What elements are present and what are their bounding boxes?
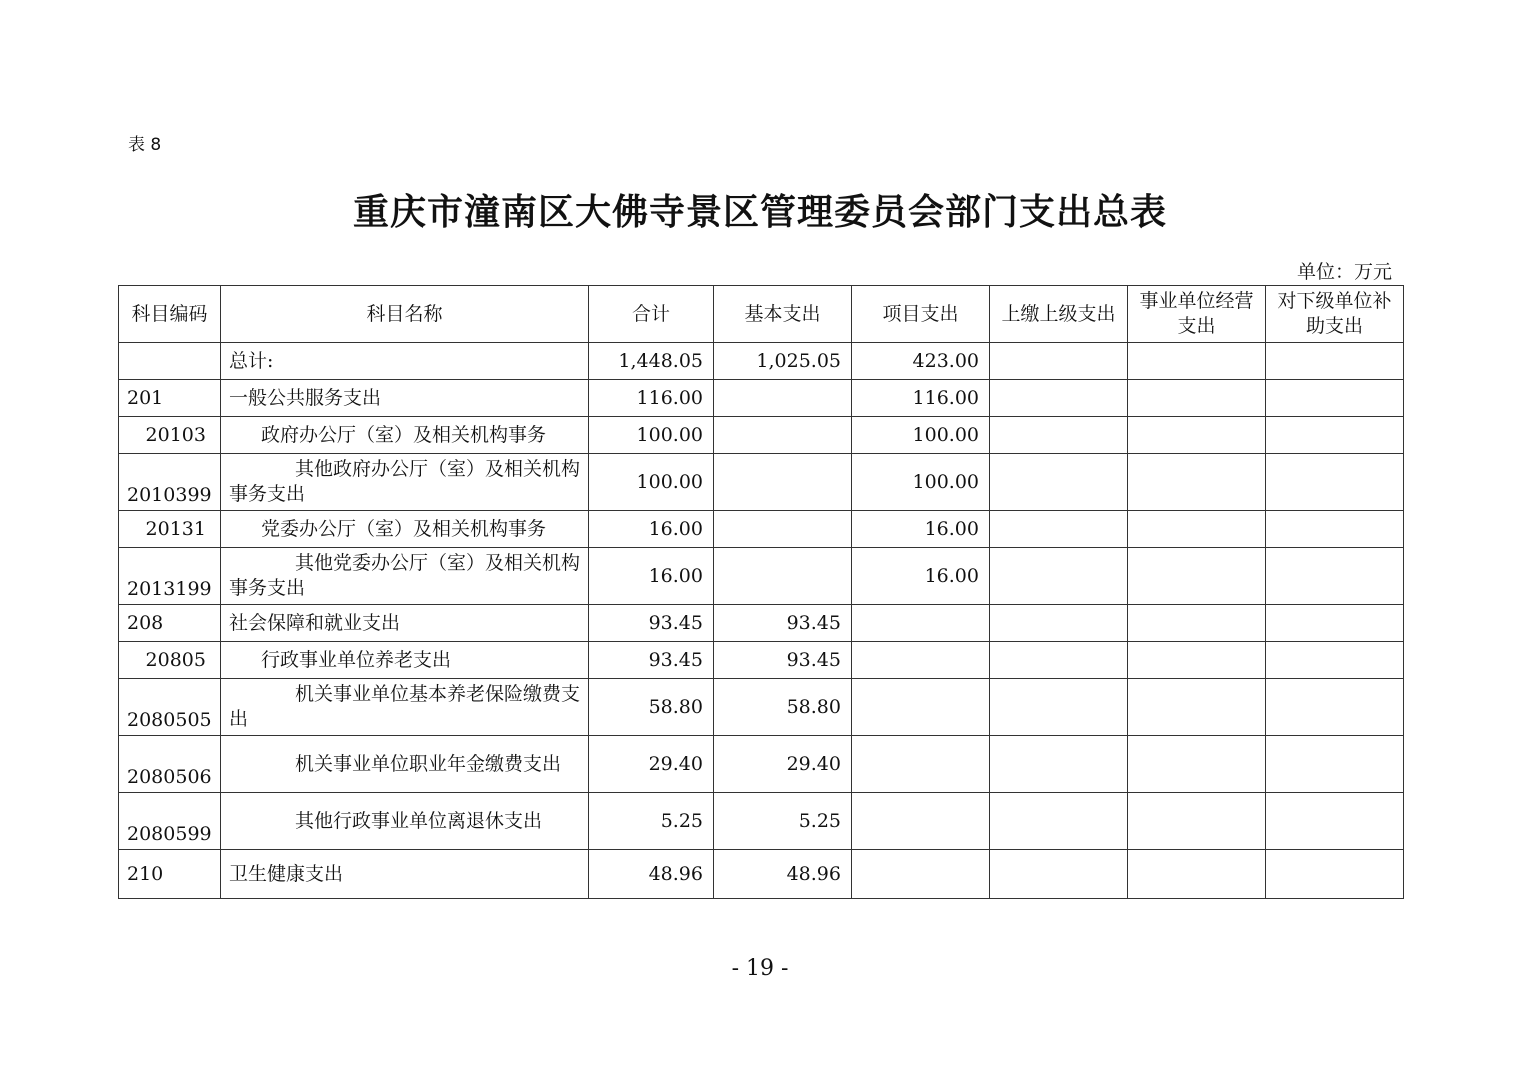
header-upper: 上缴上级支出 — [990, 286, 1128, 343]
cell-business — [1128, 850, 1266, 899]
cell-name: 其他政府办公厅（室）及相关机构事务支出 — [221, 454, 589, 511]
cell-business — [1128, 511, 1266, 548]
cell-business — [1128, 380, 1266, 417]
table-row — [119, 605, 1404, 642]
table-row — [119, 850, 1404, 899]
cell-basic: 93.45 — [714, 605, 852, 642]
cell-upper — [990, 642, 1128, 679]
page-title: 重庆市潼南区大佛寺景区管理委员会部门支出总表 — [352, 192, 1167, 233]
cell-project — [852, 850, 990, 899]
cell-project: 100.00 — [852, 417, 990, 454]
cell-upper — [990, 417, 1128, 454]
cell-code: 201 — [119, 380, 221, 417]
cell-business — [1128, 679, 1266, 736]
cell-basic: 93.45 — [714, 642, 852, 679]
cell-name: 其他党委办公厅（室）及相关机构事务支出 — [221, 548, 589, 605]
cell-subsidy — [1266, 736, 1404, 793]
table-row — [119, 548, 1404, 605]
header-code: 科目编码 — [119, 286, 221, 343]
cell-project: 116.00 — [852, 380, 990, 417]
table-row — [119, 642, 1404, 679]
cell-subsidy — [1266, 605, 1404, 642]
cell-code — [119, 343, 221, 380]
cell-basic — [714, 380, 852, 417]
cell-name: 行政事业单位养老支出 — [221, 642, 589, 679]
cell-total: 100.00 — [589, 454, 714, 511]
cell-total: 58.80 — [589, 679, 714, 736]
header-subsidy: 对下级单位补助支出 — [1266, 286, 1404, 343]
table-header-row — [119, 286, 1404, 343]
header-basic: 基本支出 — [714, 286, 852, 343]
cell-basic — [714, 548, 852, 605]
cell-business — [1128, 736, 1266, 793]
cell-basic: 1,025.05 — [714, 343, 852, 380]
cell-upper — [990, 605, 1128, 642]
cell-code: 2080599 — [119, 793, 221, 850]
cell-upper — [990, 454, 1128, 511]
cell-basic: 58.80 — [714, 679, 852, 736]
cell-business — [1128, 454, 1266, 511]
cell-total: 1,448.05 — [589, 343, 714, 380]
table-row — [119, 380, 1404, 417]
cell-code: 20103 — [119, 417, 221, 454]
cell-total: 93.45 — [589, 605, 714, 642]
cell-total: 93.45 — [589, 642, 714, 679]
table-label: 表 8 — [128, 135, 162, 155]
cell-name: 其他行政事业单位离退休支出 — [221, 793, 589, 850]
table-row — [119, 793, 1404, 850]
cell-upper — [990, 343, 1128, 380]
cell-project — [852, 605, 990, 642]
cell-subsidy — [1266, 679, 1404, 736]
cell-subsidy — [1266, 850, 1404, 899]
cell-code: 20131 — [119, 511, 221, 548]
page-number: - 19 - — [731, 956, 789, 981]
cell-code: 20805 — [119, 642, 221, 679]
cell-name: 机关事业单位基本养老保险缴费支出 — [221, 679, 589, 736]
cell-name: 卫生健康支出 — [221, 850, 589, 899]
cell-upper — [990, 736, 1128, 793]
cell-total: 29.40 — [589, 736, 714, 793]
cell-total: 16.00 — [589, 511, 714, 548]
table-row — [119, 343, 1404, 380]
cell-upper — [990, 511, 1128, 548]
cell-name: 机关事业单位职业年金缴费支出 — [221, 736, 589, 793]
cell-total: 5.25 — [589, 793, 714, 850]
cell-project — [852, 793, 990, 850]
cell-subsidy — [1266, 454, 1404, 511]
cell-subsidy — [1266, 642, 1404, 679]
cell-project — [852, 679, 990, 736]
cell-code: 2013199 — [119, 548, 221, 605]
header-project: 项目支出 — [852, 286, 990, 343]
cell-business — [1128, 642, 1266, 679]
cell-name: 总计: — [221, 343, 589, 380]
cell-total: 48.96 — [589, 850, 714, 899]
cell-project: 100.00 — [852, 454, 990, 511]
expenditure-table — [118, 285, 1404, 899]
cell-project: 16.00 — [852, 511, 990, 548]
cell-subsidy — [1266, 511, 1404, 548]
cell-name: 社会保障和就业支出 — [221, 605, 589, 642]
cell-subsidy — [1266, 793, 1404, 850]
header-total: 合计 — [589, 286, 714, 343]
cell-upper — [990, 793, 1128, 850]
table-row — [119, 511, 1404, 548]
header-business: 事业单位经营支出 — [1128, 286, 1266, 343]
table-row — [119, 736, 1404, 793]
cell-business — [1128, 417, 1266, 454]
cell-project: 16.00 — [852, 548, 990, 605]
cell-project: 423.00 — [852, 343, 990, 380]
cell-upper — [990, 380, 1128, 417]
cell-business — [1128, 605, 1266, 642]
cell-basic: 5.25 — [714, 793, 852, 850]
cell-upper — [990, 679, 1128, 736]
cell-name: 党委办公厅（室）及相关机构事务 — [221, 511, 589, 548]
cell-basic — [714, 417, 852, 454]
table-row — [119, 454, 1404, 511]
cell-subsidy — [1266, 548, 1404, 605]
cell-code: 2080505 — [119, 679, 221, 736]
table-row — [119, 679, 1404, 736]
cell-code: 208 — [119, 605, 221, 642]
cell-code: 2010399 — [119, 454, 221, 511]
cell-name: 一般公共服务支出 — [221, 380, 589, 417]
cell-upper — [990, 850, 1128, 899]
cell-basic: 29.40 — [714, 736, 852, 793]
cell-total: 16.00 — [589, 548, 714, 605]
cell-subsidy — [1266, 417, 1404, 454]
unit-label: 单位：万元 — [1296, 261, 1392, 283]
cell-total: 116.00 — [589, 380, 714, 417]
cell-business — [1128, 548, 1266, 605]
cell-project — [852, 736, 990, 793]
cell-subsidy — [1266, 343, 1404, 380]
table-row — [119, 417, 1404, 454]
cell-upper — [990, 548, 1128, 605]
cell-business — [1128, 793, 1266, 850]
header-name: 科目名称 — [221, 286, 589, 343]
cell-business — [1128, 343, 1266, 380]
cell-code: 2080506 — [119, 736, 221, 793]
cell-basic: 48.96 — [714, 850, 852, 899]
cell-name: 政府办公厅（室）及相关机构事务 — [221, 417, 589, 454]
cell-total: 100.00 — [589, 417, 714, 454]
table-body — [119, 343, 1404, 899]
cell-basic — [714, 511, 852, 548]
cell-project — [852, 642, 990, 679]
cell-basic — [714, 454, 852, 511]
cell-code: 210 — [119, 850, 221, 899]
cell-subsidy — [1266, 380, 1404, 417]
